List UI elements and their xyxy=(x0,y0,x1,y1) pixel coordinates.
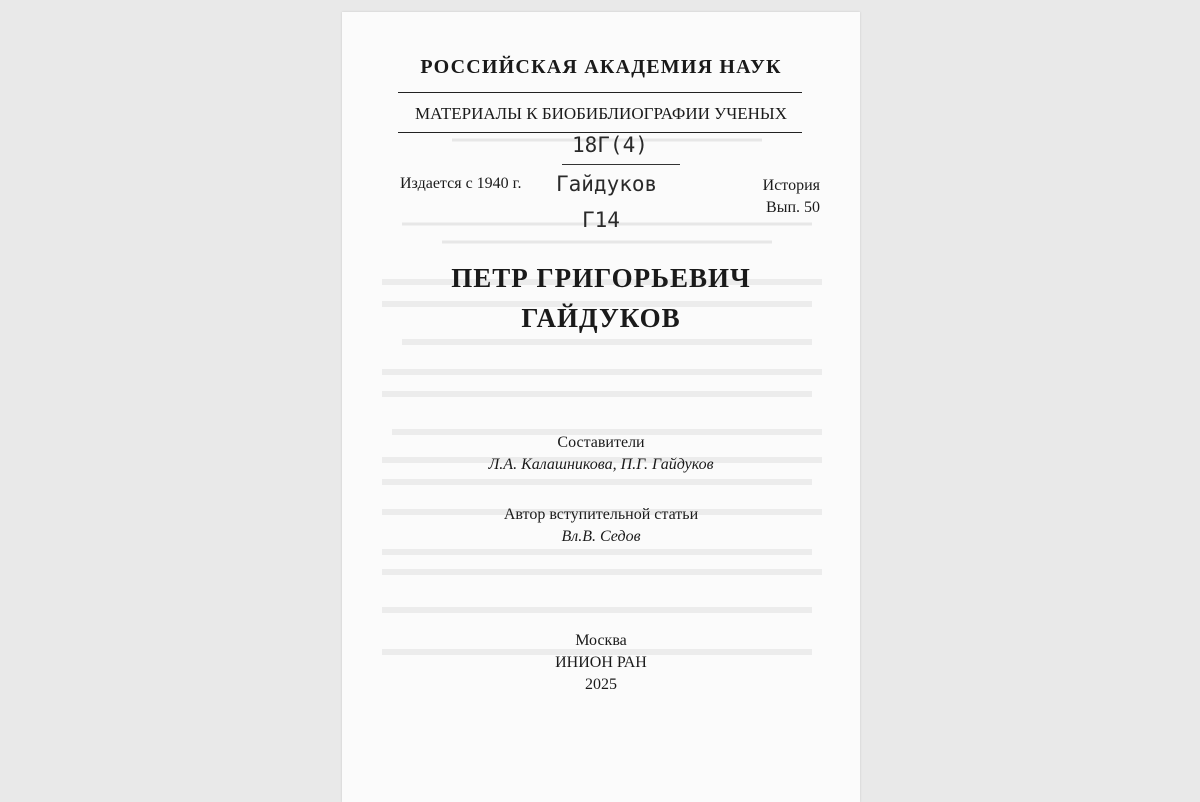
academy-name: РОССИЙСКАЯ АКАДЕМИЯ НАУК xyxy=(420,56,782,78)
published-since: Издается с 1940 г. xyxy=(400,175,522,192)
imprint-city: Москва xyxy=(575,632,627,649)
book-title xyxy=(342,258,860,338)
book-title-line-2: ГАЙДУКОВ xyxy=(521,303,681,333)
handwritten-shelf-mark: Г14 xyxy=(582,208,620,232)
title-page xyxy=(342,12,860,802)
series-title: МАТЕРИАЛЫ К БИОБИБЛИОГРАФИИ УЧЕНЫХ xyxy=(414,104,788,123)
series-info xyxy=(763,175,820,219)
handwritten-classification-code: 18Г(4) xyxy=(572,133,648,157)
series-issue: Вып. 50 xyxy=(766,199,820,216)
header-divider-top xyxy=(398,92,802,93)
imprint xyxy=(342,630,860,696)
compilers-label: Составители xyxy=(557,434,645,451)
imprint-publisher: ИНИОН РАН xyxy=(555,654,647,671)
intro-author-section xyxy=(342,504,860,548)
imprint-year: 2025 xyxy=(585,676,617,693)
series-subject: История xyxy=(762,177,820,194)
compilers-section xyxy=(342,432,860,476)
handwritten-underline xyxy=(562,164,680,165)
compilers-names: Л.А. Калашникова, П.Г. Гайдуков xyxy=(488,456,714,473)
book-title-line-1: ПЕТР ГРИГОРЬЕВИЧ xyxy=(451,263,751,293)
handwritten-surname: Гайдуков xyxy=(556,172,658,196)
intro-author-label: Автор вступительной статьи xyxy=(503,506,699,523)
intro-author-name: Вл.В. Седов xyxy=(561,528,641,545)
